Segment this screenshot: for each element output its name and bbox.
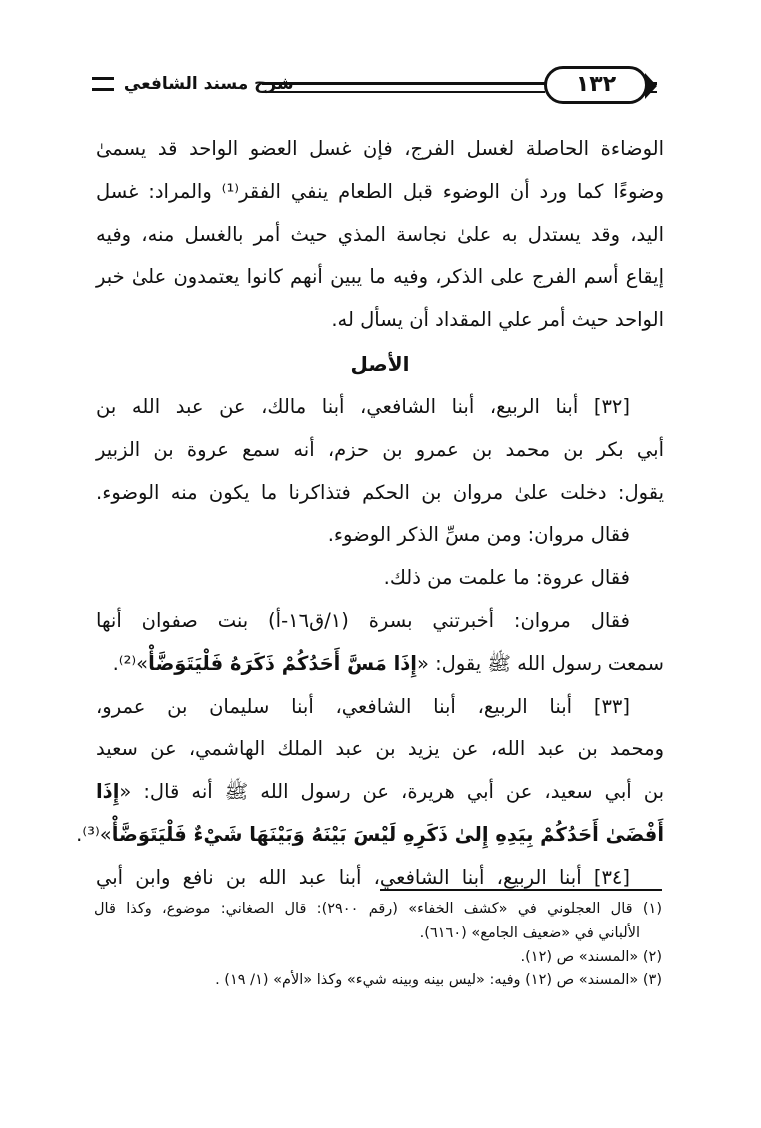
text-line: فقال مروان: أخبرتني بسرة (١/ق١٦-أ) بنت صفوان أنها [96,608,630,632]
line-text: سمعت رسول الله ﷺ يقول: « [416,651,664,675]
text-line: وضوءًا كما ورد أن الوضوء قبل الطعام ينفي الفقر⁽¹⁾ والمراد: غسل [96,179,664,203]
text-line: يقول: دخلت علىٰ مروان بن الحكم فتذاكرنا ما يكون منه الوضوء. [96,480,664,504]
text-line: [٣٣] أبنا الربيع، أبنا الشافعي، أبنا سليمان بن عمرو، [96,694,630,718]
page-number: ١٣٢ [544,66,648,104]
text-line: الوضاءة الحاصلة لغسل الفرج، فإن غسل العضو الواحد قد يسمىٰ [96,137,664,160]
text-line [96,771,664,814]
text-line: فقال مروان: ومن مسِّ الذكر الوضوء. [327,523,630,547]
running-title-text: شرح مسند الشافعي [123,74,294,94]
text-line: ومحمد بن عبد الله، عن يزيد بن عبد الملك الهاشمي، عن سعيد [96,737,664,761]
footnote-item: (١) قال العجلوني في «كشف الخفاء» (رقم ٢٩٠٠): قال الصغاني: موضوع، وكذا قال [94,901,662,917]
hadith-text: إِذَا [96,780,120,804]
main-text [76,128,664,900]
text-line: الواحد حيث أمر علي المقداد أن يسأل له. [331,308,664,332]
text-line: فقال عروة: ما علمت من ذلك. [383,566,630,590]
text-line: اليد، وقد يستدل به علىٰ نجاسة المذي حيث أمر بالغسل منه، وفيه [96,222,664,246]
text-line: إيقاع أسم الفرج على الذكر، وفيه ما يبين أنهم كانوا يعتمدون علىٰ خبر [96,265,664,289]
text-line: [٣٤] أبنا الربيع، أبنا الشافعي، أبنا عبد الله بن نافع وابن أبي [96,865,630,889]
text-line [96,643,664,686]
footnote-ref: »⁽²⁾. [112,651,149,675]
hadith-text: إِذَا مَسَّ أَحَدُكُمْ ذَكَرَهُ فَلْيَتَوَضَّأْ [148,651,417,675]
footnote-item: (٣) «المسند» ص (١٢) وفيه: «ليس بينه وبينه شيء» وكذا «الأم» (١/ ١٩) . [215,972,662,989]
footnote-item: الألباني في «ضعيف الجامع» (٦١٦٠). [419,924,640,941]
header-rule [262,82,545,93]
footnote-ref: »⁽³⁾. [76,822,112,846]
title-ornament [92,77,114,91]
page-header [92,64,657,114]
footnote-separator [380,889,662,891]
header-rule-end [647,82,657,93]
hadith-text: أَفْضَىٰ أَحَدُكُمْ بِيَدِهِ إِلىٰ ذَكَرِهِ لَيْسَ بَيْنَهُ وَبَيْنَهَا شَيْءٌ فَلْيَتَوَضَّأْ [111,822,664,846]
line-text: بن أبي سعيد، عن أبي هريرة، عن رسول الله ﷺ أنه قال: « [119,780,664,804]
section-heading: الأصل [350,351,410,376]
footnote-item: (٢) «المسند» ص (١٢). [520,948,662,965]
text-line: [٣٢] أبنا الربيع، أبنا الشافعي، أبنا مالك، عن عبد الله بن [96,394,630,418]
text-line [76,814,664,857]
footnotes [94,898,662,993]
text-line: أبي بكر بن محمد بن عمرو بن حزم، أنه سمع عروة بن الزبير [96,437,664,461]
